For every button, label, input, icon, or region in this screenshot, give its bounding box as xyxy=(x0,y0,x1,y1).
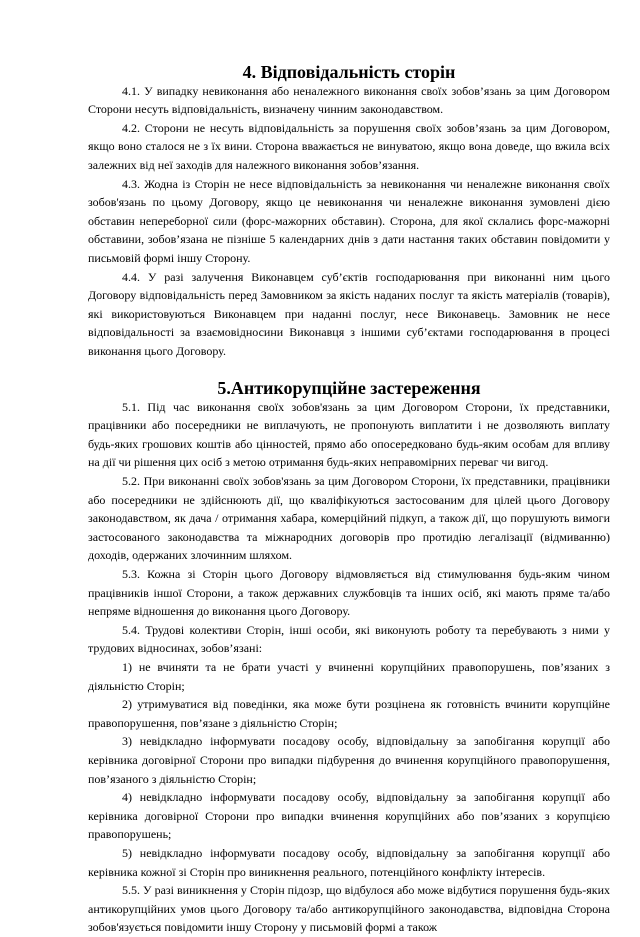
list-item-5-4-5: 5) невідкладно інформувати посадову особу, відповідальну за запобігання корупції або керівника кожної зі Сторін про виникнення реального, потенційного конфлікту інтересів. xyxy=(88,845,610,879)
document-page xyxy=(88,63,610,937)
paragraph-5-4: 5.4. Трудові колективи Сторін, інші особи, які виконують роботу та перебувають з ними у трудових відносинах, зобов’язані: xyxy=(88,622,610,656)
paragraph-4-1: 4.1. У випадку невиконання або неналежного виконання своїх зобов’язань за цим Договором Сторони несуть відповідальність, визначену чинним законодавством. xyxy=(88,83,610,117)
paragraph-5-1: 5.1. Під час виконання своїх зобов'язань за цим Договором Сторони, їх представники, працівники або посередники не виплачують, не пропонують виплатити і не дозволяють виплату будь-яких грошових коштів або цінностей, прямо або опосередковано будь-яким особам для впливу на дії чи рішення цих осіб з метою отримання будь-яких неправомірних переваг чи вигод. xyxy=(88,399,610,470)
paragraph-5-2: 5.2. При виконанні своїх зобов'язань за цим Договором Сторони, їх представники, працівники або посередники не здійснюють дії, що кваліфікуються застосованим для цілей цього Договору законодавством, як дача / отримання хабара, комерційний підкуп, а також дії, що порушують вимоги застосованого законодавства та міжнародних договорів про протидію легалізації (відмиванню) доходів, одержаних злочинним шляхом. xyxy=(88,474,610,563)
section-title-responsibility: 4. Відповідальність сторін xyxy=(242,62,456,82)
list-item-5-4-1: 1) не вчиняти та не брати участі у вчиненні корупційних правопорушень, пов’язаних з діяльністю Сторін; xyxy=(88,660,610,693)
list-item-5-4-2: 2) утримуватися від поведінки, яка може бути розцінена як готовність вчинити корупційне правопорушення, пов’язане з діяльністю Сторін; xyxy=(88,697,610,730)
paragraph-4-3: 4.3. Жодна із Сторін не несе відповідальність за невиконання чи неналежне виконання своїх зобов'язань по цьому Договору, якщо це невиконання чи неналежне виконання зумовлені дією обставин непереборної сили (форс-мажорних обставин). Сторона, для якої склались форс-мажорні обставини, зобов’язана не пізніше 5 календарних днів з дати настання таких обставин повідомити у письмовій формі іншу Сторону. xyxy=(88,176,610,265)
list-item-5-4-3: 3) невідкладно інформувати посадову особу, відповідальну за запобігання корупції або керівника договірної Сторони про випадки підбурення до вчинення корупційного правопорушення, пов’язаного з діяльністю Сторін; xyxy=(88,734,610,786)
list-item-5-4-4: 4) невідкладно інформувати посадову особу, відповідальну за запобігання корупції або керівника договірної Сторони про випадки вчинення корупційних або пов’язаних з корупцією правопорушень; xyxy=(88,790,610,842)
section-title-anticorruption: 5.Антикорупційне застереження xyxy=(217,378,481,399)
paragraph-5-3: 5.3. Кожна зі Сторін цього Договору відмовляється від стимулювання будь-яким чином працівників іншої Сторони, а також державних службовців та інших осіб, які мають пряме та/або непряме відношення до виконання цього Договору. xyxy=(88,567,610,619)
paragraph-5-5: 5.5. У разі виникнення у Сторін підозр, що відбулося або може відбутися порушення будь-яких антикорупційних умов цього Договору та/або антикорупційного законодавства, відповідна Сторона зобов'язується повідомити іншу Сторону у письмовій формі а також xyxy=(88,883,610,935)
paragraph-4-4: 4.4. У разі залучення Виконавцем суб’єктів господарювання при виконанні ним цього Договору відповідальність перед Замовником за якість наданих послуг та якість матеріалів (товарів), які використовуються Виконавцем при наданні послуг, несе Виконавець. Замовник не несе відповідальності за взаємовідносини Виконавця з іншими суб’єктами господарювання в процесі виконання цього Договору. xyxy=(88,269,610,358)
section-spacer xyxy=(88,361,610,380)
paragraph-4-2: 4.2. Сторони не несуть відповідальність за порушення своїх зобов’язань за цим Договором, якщо воно сталося не з їх вини. Сторона вважається не винуватою, якщо вона доведе, що вжила всіх залежних від неї заходів для належного виконання зобов’язання. xyxy=(88,120,610,172)
